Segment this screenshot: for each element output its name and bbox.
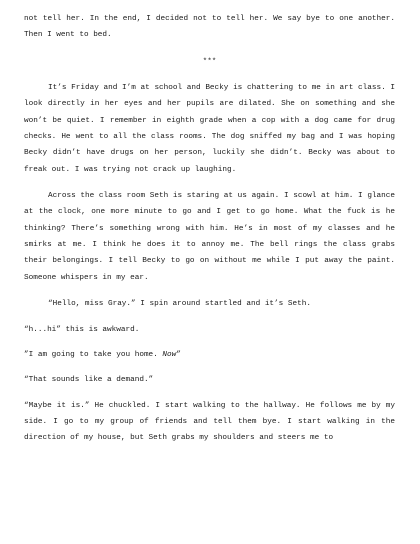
- scene-break: [24, 54, 395, 70]
- paragraph-awkward-hi: [24, 322, 395, 338]
- paragraph-take-you-home: [24, 347, 395, 363]
- scene-break-marker: ***: [202, 57, 217, 66]
- paragraph-text: “Maybe it is.” He chuckled. I start walking to the hallway. He follows me by my side. I go to my group of friends and tell them bye. I start walking in the direction of my house, but Seth grabs my shoulders and steers me to: [24, 401, 395, 443]
- paragraph-text: It’s Friday and I’m at school and Becky is chattering to me in art class. I look directly in her eyes and her pupils are dilated. She on something and she won’t be quiet. I remember in eighth grade when a cop with a dog came for drug checks. He went to all the class rooms. The dog sniffed my bag and I was hoping Becky didn’t have drugs on her person, luckily she didn’t. Becky was about to freak out. I was trying not crack up laughing.: [24, 84, 395, 174]
- paragraph-hello-miss-gray: [24, 296, 395, 312]
- paragraph-art-class: [24, 80, 395, 178]
- paragraph-text: not tell her. In the end, I decided not to tell her. We say bye to one another. Then I went to bed.: [24, 15, 395, 40]
- paragraph-text: “h...hi” this is awkward.: [24, 325, 140, 334]
- paragraph-demand: [24, 372, 395, 388]
- paragraph-text: “That sounds like a demand.”: [24, 376, 154, 385]
- paragraph-text: “Hello, miss Gray.” I spin around startled and it’s Seth.: [48, 300, 311, 309]
- paragraph-seth-staring: [24, 188, 395, 286]
- emphasis-now: Now: [162, 350, 177, 359]
- paragraph-text: Across the class room Seth is staring at us again. I scowl at him. I glance at the clock, one more minute to go and I get to go home. What the fuck is he thinking? There’s something wrong with him. He’s in most of my classes and he smirks at me. I think he does it to annoy me. The bell rings the class grabs their belongings. I tell Becky to go on without me while I put away the paint. Someone whispers in my ear.: [24, 192, 395, 282]
- closing-quote: ”: [176, 350, 181, 359]
- paragraph-text: ”I am going to take you home.: [24, 350, 163, 359]
- paragraph-continuation: [24, 11, 395, 44]
- paragraph-maybe-it-is: [24, 398, 395, 447]
